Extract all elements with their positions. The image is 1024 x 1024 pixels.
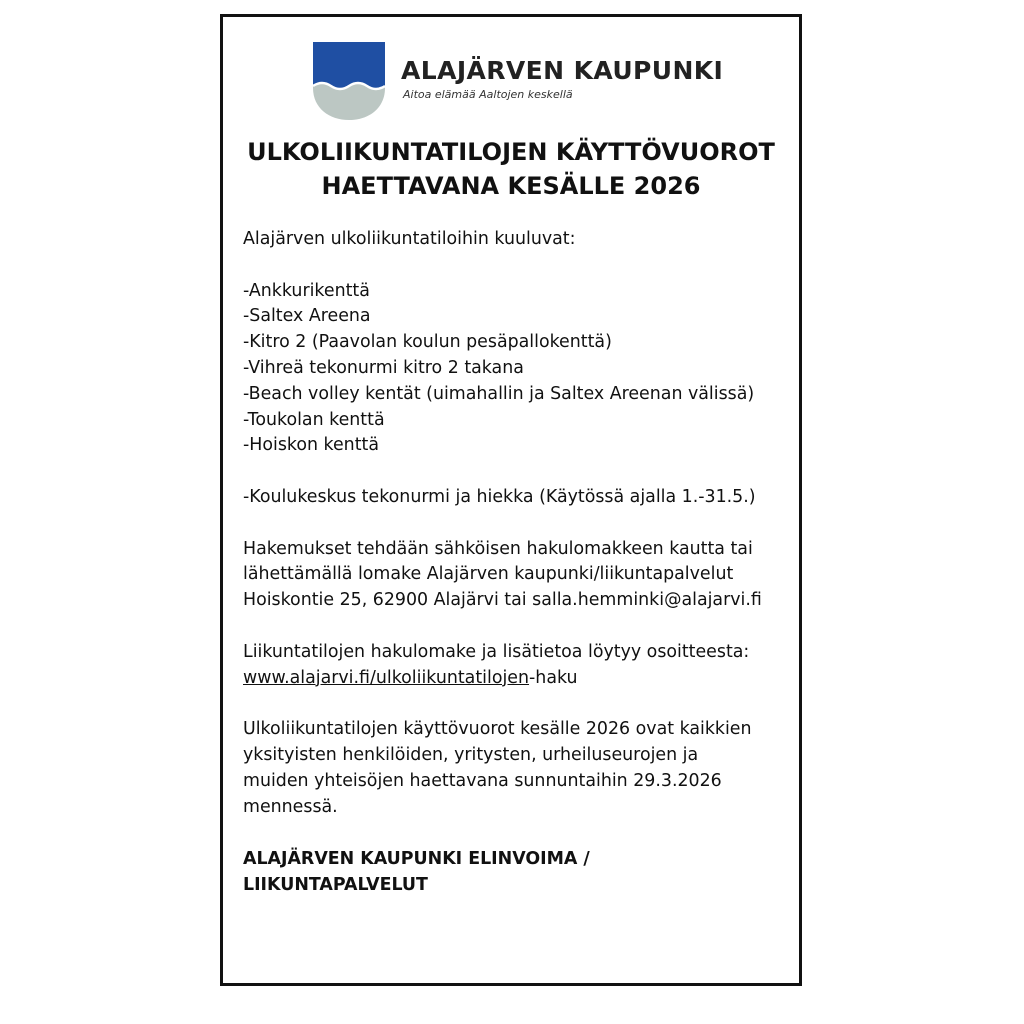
application-paragraph bbox=[243, 537, 788, 614]
coat-of-arms-icon bbox=[313, 42, 385, 122]
venue-list bbox=[243, 279, 788, 460]
list-item: -Hoiskon kenttä bbox=[243, 435, 379, 456]
website-link[interactable]: www.alajarvi.fi/ulkoliikuntatilojen bbox=[243, 667, 530, 688]
deadline-line-1: Ulkoliikuntatilojen käyttövuorot kesälle 2026 ovat kaikkien bbox=[243, 719, 752, 740]
footer-line-2: LIIKUNTAPALVELUT bbox=[243, 875, 428, 896]
extra-venue: -Koulukeskus tekonurmi ja hiekka (Käytössä ajalla 1.-31.5.) bbox=[243, 486, 756, 507]
brand-name: ALAJÄRVEN KAUPUNKI bbox=[401, 56, 724, 85]
list-item: -Vihreä tekonurmi kitro 2 takana bbox=[243, 357, 524, 378]
info-line-1: Liikuntatilojen hakulomake ja lisätietoa löytyy osoitteesta: bbox=[243, 641, 750, 662]
website-link-suffix: -haku bbox=[529, 667, 578, 688]
info-line-2 bbox=[243, 666, 788, 692]
title-line-2: HAETTAVANA KESÄLLE 2026 bbox=[321, 172, 701, 200]
deadline-line-4: mennessä. bbox=[243, 796, 338, 817]
page-title bbox=[223, 135, 799, 203]
application-line-3: Hoiskontie 25, 62900 Alajärvi tai salla.hemminki@alajarvi.fi bbox=[243, 590, 762, 611]
deadline-line-3: muiden yhteisöjen haettavana sunnuntaihin 29.3.2026 bbox=[243, 770, 722, 791]
list-item: -Beach volley kentät (uimahallin ja Saltex Areenan välissä) bbox=[243, 383, 755, 404]
header bbox=[313, 42, 733, 122]
info-paragraph bbox=[243, 640, 788, 692]
notice-body bbox=[243, 227, 788, 898]
list-item: -Saltex Areena bbox=[243, 306, 371, 327]
list-item: -Ankkurikenttä bbox=[243, 280, 370, 301]
application-line-2: lähettämällä lomake Alajärven kaupunki/liikuntapalvelut bbox=[243, 564, 734, 585]
intro-text: Alajärven ulkoliikuntatiloihin kuuluvat: bbox=[243, 229, 576, 249]
deadline-line-2: yksityisten henkilöiden, yritysten, urheiluseurojen ja bbox=[243, 744, 699, 765]
deadline-paragraph bbox=[243, 717, 788, 820]
list-item: -Toukolan kenttä bbox=[243, 409, 385, 430]
title-line-1: ULKOLIIKUNTATILOJEN KÄYTTÖVUOROT bbox=[247, 138, 775, 166]
notice-frame bbox=[220, 14, 802, 986]
footer-line-1: ALAJÄRVEN KAUPUNKI ELINVOIMA / bbox=[243, 849, 590, 870]
footer-signature bbox=[243, 846, 788, 898]
brand-tagline: Aitoa elämää Aaltojen keskellä bbox=[403, 88, 573, 101]
application-line-1: Hakemukset tehdään sähköisen hakulomakkeen kautta tai bbox=[243, 538, 753, 559]
list-item: -Kitro 2 (Paavolan koulun pesäpallokenttä) bbox=[243, 332, 612, 353]
